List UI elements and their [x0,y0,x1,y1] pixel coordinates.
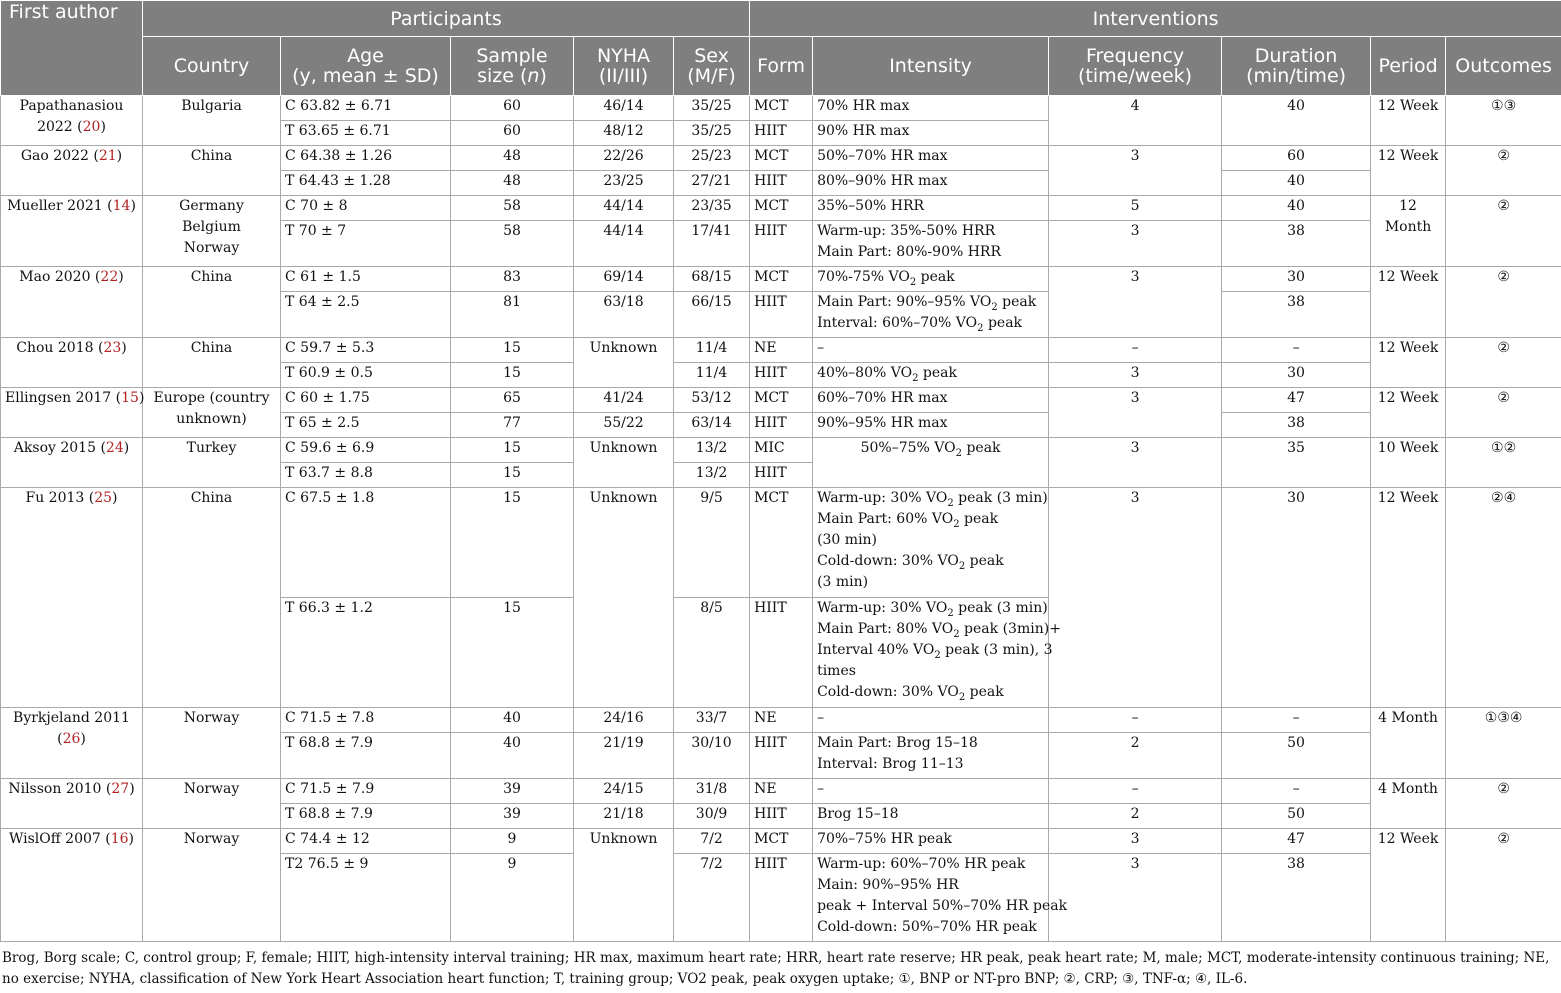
age-cell: T 68.8 ± 7.9 [281,733,451,779]
form-cell: MIC [750,438,813,463]
duration-cell: 50 [1222,733,1371,779]
country-cell: Bulgaria [143,96,281,146]
age-cell: T2 76.5 ± 9 [281,854,451,942]
sex-cell: 30/9 [674,804,750,829]
age-cell: T 65 ± 2.5 [281,413,451,438]
duration-cell: 47 [1222,829,1371,854]
sample-cell: 15 [451,363,574,388]
period-cell: 12 Week [1371,267,1446,338]
duration-cell: 40 [1222,96,1371,146]
nyha-cell: 44/14 [574,196,674,221]
age-cell: C 59.7 ± 5.3 [281,338,451,363]
form-cell: HIIT [750,292,813,338]
age-cell: C 67.5 ± 1.8 [281,488,451,598]
intensity-cell: – [813,338,1049,363]
country-cell: China [143,338,281,388]
age-cell: C 70 ± 8 [281,196,451,221]
intensity-cell: 70%–75% HR peak [813,829,1049,854]
outcomes-cell: ②④ [1446,488,1561,708]
sample-cell: 60 [451,96,574,121]
sample-cell: 48 [451,146,574,171]
nyha-cell: Unknown [574,338,674,388]
age-cell: C 60 ± 1.75 [281,388,451,413]
intensity-cell: Warm-up: 30% $VO_2$ peak (3 min) Main Part: 60% $VO_2$ peak (30 min) Cold-down: 30% $VO_2$ peak (3 min) [813,488,1049,598]
duration-cell: 38 [1222,221,1371,267]
header-intensity: Intensity [813,37,1049,96]
nyha-cell: 21/18 [574,804,674,829]
duration-cell: 60 [1222,146,1371,171]
period-cell: 10 Week [1371,438,1446,488]
frequency-cell: 2 [1049,804,1222,829]
age-cell: C 64.38 ± 1.26 [281,146,451,171]
frequency-cell: 3 [1049,388,1222,438]
form-cell: NE [750,338,813,363]
form-cell: MCT [750,488,813,598]
sex-cell: 30/10 [674,733,750,779]
outcomes-cell: ①③ [1446,96,1561,146]
nyha-cell: 44/14 [574,221,674,267]
sex-cell: 8/5 [674,598,750,708]
sample-cell: 81 [451,292,574,338]
sample-cell: 15 [451,488,574,598]
frequency-cell: 3 [1049,146,1222,196]
sex-cell: 33/7 [674,708,750,733]
table-row [1,779,1561,804]
nyha-cell: 22/26 [574,146,674,171]
nyha-cell: 46/14 [574,96,674,121]
duration-cell: 30 [1222,267,1371,292]
author-cell: Mao 2020 (22) [1,267,143,338]
duration-cell: 40 [1222,196,1371,221]
intensity-cell: Warm-up: 35%-50% HRR Main Part: 80%-90% HRR [813,221,1049,267]
form-cell: HIIT [750,598,813,708]
sex-cell: 35/25 [674,121,750,146]
author-cell: Ellingsen 2017 (15) [1,388,143,438]
form-cell: HIIT [750,413,813,438]
table-row [1,708,1561,733]
duration-cell: – [1222,708,1371,733]
sample-cell: 65 [451,388,574,413]
duration-cell: 38 [1222,292,1371,338]
sample-cell: 39 [451,779,574,804]
age-cell: C 63.82 ± 6.71 [281,96,451,121]
sex-cell: 27/21 [674,171,750,196]
duration-cell: – [1222,779,1371,804]
header-participants: Participants [143,1,750,37]
form-cell: MCT [750,146,813,171]
intensity-cell: 40%–80% $VO_2$ peak [813,363,1049,388]
frequency-cell: 3 [1049,363,1222,388]
frequency-cell: 3 [1049,438,1222,488]
duration-cell: 30 [1222,488,1371,708]
sample-cell: 58 [451,196,574,221]
nyha-cell: 21/19 [574,733,674,779]
intensity-cell: Brog 15–18 [813,804,1049,829]
form-cell: MCT [750,96,813,121]
frequency-cell: 4 [1049,96,1222,146]
table-row [1,338,1561,363]
header-country: Country [143,37,281,96]
sex-cell: 13/2 [674,438,750,463]
header-outcomes: Outcomes [1446,37,1561,96]
duration-cell: 35 [1222,438,1371,488]
age-cell: C 59.6 ± 6.9 [281,438,451,463]
sex-cell: 31/8 [674,779,750,804]
header-sex: Sex (M/F) [674,37,750,96]
author-cell: Gao 2022 (21) [1,146,143,196]
table-row [1,196,1561,221]
period-cell: 4 Month [1371,708,1446,779]
sex-cell: 25/23 [674,146,750,171]
age-cell: T 66.3 ± 1.2 [281,598,451,708]
intensity-cell: 35%–50% HRR [813,196,1049,221]
country-cell: Norway [143,829,281,942]
frequency-cell: – [1049,338,1222,363]
nyha-cell: 24/16 [574,708,674,733]
age-cell: T 63.65 ± 6.71 [281,121,451,146]
duration-cell: – [1222,338,1371,363]
duration-cell: 40 [1222,171,1371,196]
sample-cell: 77 [451,413,574,438]
country-cell: China [143,488,281,708]
table-row [1,488,1561,598]
header-sample-size: Sample size (n) [451,37,574,96]
header-duration: Duration (min/time) [1222,37,1371,96]
duration-cell: 38 [1222,413,1371,438]
nyha-cell: Unknown [574,829,674,942]
sex-cell: 35/25 [674,96,750,121]
nyha-cell: 48/12 [574,121,674,146]
sample-cell: 48 [451,171,574,196]
age-cell: C 61 ± 1.5 [281,267,451,292]
sex-cell: 53/12 [674,388,750,413]
age-cell: C 74.4 ± 12 [281,829,451,854]
age-cell: C 71.5 ± 7.9 [281,779,451,804]
sex-cell: 9/5 [674,488,750,598]
header-nyha: NYHA (II/III) [574,37,674,96]
nyha-cell: 23/25 [574,171,674,196]
age-cell: T 70 ± 7 [281,221,451,267]
country-cell: Europe (country unknown) [143,388,281,438]
period-cell: 12 Week [1371,488,1446,708]
period-cell: 4 Month [1371,779,1446,829]
intensity-cell: 80%–90% HR max [813,171,1049,196]
author-cell: Byrkjeland 2011 (26) [1,708,143,779]
intensity-cell: Warm-up: 60%–70% HR peak Main: 90%–95% HR peak + Interval 50%–70% HR peak Cold-down: 50%–70% HR peak [813,854,1049,942]
intensity-cell: Main Part: Brog 15–18 Interval: Brog 11–13 [813,733,1049,779]
table-row [1,146,1561,171]
period-cell: 12 Week [1371,96,1446,146]
outcomes-cell: ①② [1446,438,1561,488]
sex-cell: 7/2 [674,829,750,854]
form-cell: HIIT [750,121,813,146]
form-cell: MCT [750,196,813,221]
period-cell: 12 Month [1371,196,1446,267]
nyha-cell: 24/15 [574,779,674,804]
sample-cell: 58 [451,221,574,267]
outcomes-cell: ② [1446,338,1561,388]
header-frequency: Frequency (time/week) [1049,37,1222,96]
header-interventions: Interventions [750,1,1561,37]
author-cell: Nilsson 2010 (27) [1,779,143,829]
period-cell: 12 Week [1371,338,1446,388]
frequency-cell: 3 [1049,267,1222,338]
table-row [1,438,1561,463]
sample-cell: 9 [451,829,574,854]
intensity-cell: Warm-up: 30% $VO_2$ peak (3 min) Main Part: 80% $VO_2$ peak (3min)+ Interval 40% $VO_2$ peak (3 min), 3 times Cold-down: 30% $VO_2$ peak [813,598,1049,708]
sex-cell: 66/15 [674,292,750,338]
intensity-cell: 70% HR max [813,96,1049,121]
country-cell: China [143,267,281,338]
author-cell: Mueller 2021 (14) [1,196,143,267]
nyha-cell: Unknown [574,488,674,708]
age-cell: T 64 ± 2.5 [281,292,451,338]
duration-cell: 47 [1222,388,1371,413]
outcomes-cell: ② [1446,196,1561,267]
age-cell: C 71.5 ± 7.8 [281,708,451,733]
intensity-cell: 90%–95% HR max [813,413,1049,438]
form-cell: HIIT [750,854,813,942]
frequency-cell: 2 [1049,733,1222,779]
sex-cell: 7/2 [674,854,750,942]
nyha-cell: 55/22 [574,413,674,438]
table-row [1,388,1561,413]
frequency-cell: 3 [1049,221,1222,267]
sex-cell: 17/41 [674,221,750,267]
country-cell: Norway [143,779,281,829]
form-cell: HIIT [750,733,813,779]
country-cell: Norway [143,708,281,779]
form-cell: HIIT [750,363,813,388]
intensity-cell: – [813,779,1049,804]
sample-cell: 39 [451,804,574,829]
intensity-cell: – [813,708,1049,733]
frequency-cell: – [1049,708,1222,733]
form-cell: NE [750,708,813,733]
table-row [1,267,1561,292]
sex-cell: 13/2 [674,463,750,488]
sample-cell: 40 [451,708,574,733]
age-cell: T 63.7 ± 8.8 [281,463,451,488]
period-cell: 12 Week [1371,829,1446,942]
outcomes-cell: ② [1446,779,1561,829]
form-cell: MCT [750,388,813,413]
form-cell: HIIT [750,171,813,196]
intensity-cell: 60%–70% HR max [813,388,1049,413]
period-cell: 12 Week [1371,388,1446,438]
header-period: Period [1371,37,1446,96]
sex-cell: 11/4 [674,363,750,388]
author-cell: Aksoy 2015 (24) [1,438,143,488]
sex-cell: 23/35 [674,196,750,221]
header-form: Form [750,37,813,96]
sex-cell: 68/15 [674,267,750,292]
outcomes-cell: ② [1446,388,1561,438]
age-cell: T 64.43 ± 1.28 [281,171,451,196]
intensity-cell: 50%–70% HR max [813,146,1049,171]
frequency-cell: 3 [1049,488,1222,708]
sample-cell: 15 [451,598,574,708]
sample-cell: 15 [451,338,574,363]
country-cell: China [143,146,281,196]
frequency-cell: 3 [1049,829,1222,854]
duration-cell: 50 [1222,804,1371,829]
form-cell: MCT [750,267,813,292]
intensity-cell: 50%–75% $VO_2$ peak [813,438,1049,488]
nyha-cell: 41/24 [574,388,674,413]
frequency-cell: 3 [1049,854,1222,942]
outcomes-cell: ② [1446,267,1561,338]
sample-cell: 60 [451,121,574,146]
duration-cell: 38 [1222,854,1371,942]
author-cell: WislOff 2007 (16) [1,829,143,942]
form-cell: MCT [750,829,813,854]
intensity-cell: 90% HR max [813,121,1049,146]
period-cell: 12 Week [1371,146,1446,196]
outcomes-cell: ①③④ [1446,708,1561,779]
intensity-cell: 70%-75% $VO_2$ peak [813,267,1049,292]
table-footnote: Brog, Borg scale; C, control group; F, female; HIIT, high-intensity interval training; HR max, maximum heart rate; HRR, heart rate reserve; HR peak, peak heart rate; M, male; MCT, moderate-intensity continuous training; NE, no exercise; NYHA, classification of New York Heart Association heart function; T, training group; VO2 peak, peak oxygen uptake; ①, BNP or NT-pro BNP; ②, CRP; ③, TNF-α; ④, IL-6. [2,950,1550,987]
outcomes-cell: ② [1446,146,1561,196]
country-cell: Germany Belgium Norway [143,196,281,267]
nyha-cell: 63/18 [574,292,674,338]
form-cell: HIIT [750,221,813,267]
form-cell: HIIT [750,463,813,488]
sample-cell: 40 [451,733,574,779]
sample-cell: 83 [451,267,574,292]
nyha-cell: Unknown [574,438,674,488]
sample-cell: 9 [451,854,574,942]
form-cell: NE [750,779,813,804]
duration-cell: 30 [1222,363,1371,388]
header-age: Age (y, mean ± SD) [281,37,451,96]
frequency-cell: – [1049,779,1222,804]
sex-cell: 11/4 [674,338,750,363]
author-cell: Papathanasiou 2022 (20) [1,96,143,146]
header-first-author: First author [1,1,143,96]
table-row [1,96,1561,121]
author-cell: Chou 2018 (23) [1,338,143,388]
age-cell: T 60.9 ± 0.5 [281,363,451,388]
nyha-cell: 69/14 [574,267,674,292]
age-cell: T 68.8 ± 7.9 [281,804,451,829]
author-cell: Fu 2013 (25) [1,488,143,708]
table-row [1,829,1561,854]
country-cell: Turkey [143,438,281,488]
sample-cell: 15 [451,463,574,488]
sample-cell: 15 [451,438,574,463]
outcomes-cell: ② [1446,829,1561,942]
sex-cell: 63/14 [674,413,750,438]
frequency-cell: 5 [1049,196,1222,221]
form-cell: HIIT [750,804,813,829]
intensity-cell: Main Part: 90%–95% $VO_2$ peak Interval: 60%–70% $VO_2$ peak [813,292,1049,338]
